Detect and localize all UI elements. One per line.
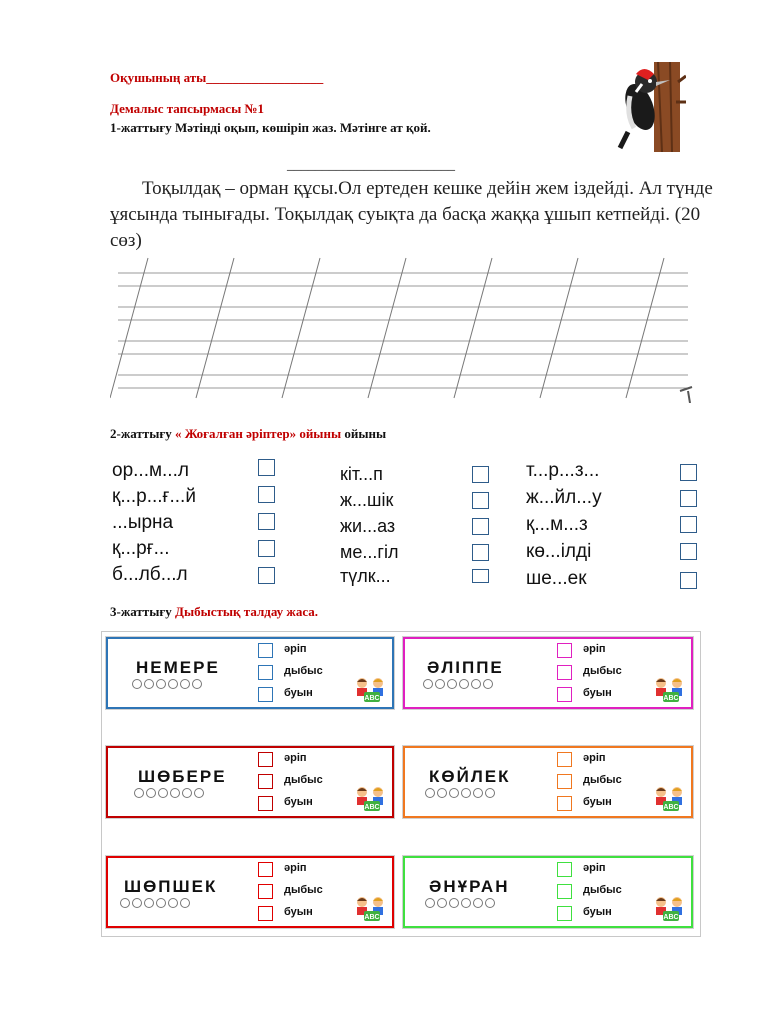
option-label: буын <box>284 687 313 699</box>
sound-circle[interactable] <box>449 788 459 798</box>
sound-circle[interactable] <box>134 788 144 798</box>
sound-circle[interactable] <box>425 788 435 798</box>
analysis-word: КӨЙЛЕК <box>429 767 511 786</box>
sound-circles <box>134 788 204 798</box>
option-checkbox[interactable] <box>557 774 572 789</box>
kids-abc-icon <box>354 677 388 703</box>
student-name-label: Оқушының аты__________________ <box>110 70 324 85</box>
option-checkbox[interactable] <box>557 687 572 702</box>
sound-circle[interactable] <box>437 788 447 798</box>
game-word: б...лб...л <box>112 564 188 585</box>
sound-circle[interactable] <box>459 679 469 689</box>
svg-text:ABC: ABC <box>364 914 380 921</box>
answer-checkbox[interactable] <box>680 464 697 481</box>
kids-abc-icon <box>653 896 687 922</box>
option-checkbox[interactable] <box>258 774 273 789</box>
option-checkbox[interactable] <box>557 643 572 658</box>
svg-text:ABC: ABC <box>663 695 679 702</box>
sound-analysis-card <box>403 746 693 818</box>
game-word: кіт...п <box>340 464 383 484</box>
exercise3-label: 3-жаттығу <box>110 604 175 619</box>
answer-checkbox[interactable] <box>258 540 275 557</box>
sound-circles <box>425 898 495 908</box>
option-label: дыбыс <box>583 884 622 896</box>
sound-circle[interactable] <box>156 679 166 689</box>
answer-checkbox[interactable] <box>472 569 489 583</box>
exercise1-label: 1-жаттығу <box>110 120 172 135</box>
sound-circle[interactable] <box>144 898 154 908</box>
game-word: жи...аз <box>340 516 396 536</box>
sound-circle[interactable] <box>132 898 142 908</box>
option-checkbox[interactable] <box>258 752 273 767</box>
sound-circle[interactable] <box>473 788 483 798</box>
writing-lines[interactable] <box>110 255 694 403</box>
kids-abc-icon <box>653 786 687 812</box>
answer-checkbox[interactable] <box>258 459 275 476</box>
woodpecker-image <box>600 62 686 152</box>
option-label: әріп <box>284 862 307 874</box>
sound-circle[interactable] <box>180 679 190 689</box>
analysis-word: ӘНҰРАН <box>429 877 510 896</box>
option-checkbox[interactable] <box>557 752 572 767</box>
option-label: буын <box>583 906 612 918</box>
analysis-word: ШӨПШЕК <box>124 877 218 896</box>
exercise1-heading <box>110 120 431 136</box>
sound-analysis-card <box>403 637 693 709</box>
option-checkbox[interactable] <box>258 862 273 877</box>
option-label: дыбыс <box>284 774 323 786</box>
sound-circle[interactable] <box>180 898 190 908</box>
svg-text:ABC: ABC <box>364 695 380 702</box>
answer-checkbox[interactable] <box>258 513 275 530</box>
svg-text:ABC: ABC <box>663 804 679 811</box>
sound-analysis-card <box>106 746 394 818</box>
answer-checkbox[interactable] <box>680 543 697 560</box>
answer-checkbox[interactable] <box>258 486 275 503</box>
svg-text:ABC: ABC <box>663 914 679 921</box>
exercise2-heading <box>110 426 386 442</box>
sound-circle[interactable] <box>485 898 495 908</box>
game-word: ж...йл...у <box>526 487 602 508</box>
option-label: буын <box>284 796 313 808</box>
sound-circle[interactable] <box>447 679 457 689</box>
answer-checkbox[interactable] <box>680 572 697 589</box>
answer-checkbox[interactable] <box>680 516 697 533</box>
sound-circle[interactable] <box>449 898 459 908</box>
game-word: қ...р...ғ...й <box>112 486 196 507</box>
sound-circles <box>120 898 190 908</box>
task-title: Демалыс тапсырмасы №1 <box>110 101 265 116</box>
sound-circle[interactable] <box>168 898 178 908</box>
sound-circles <box>132 679 202 689</box>
option-checkbox[interactable] <box>258 665 273 680</box>
option-label: буын <box>583 687 612 699</box>
option-label: әріп <box>284 752 307 764</box>
game-word: түлк... <box>340 566 391 586</box>
sound-circle[interactable] <box>194 788 204 798</box>
sound-circle[interactable] <box>146 788 156 798</box>
sound-circle[interactable] <box>158 788 168 798</box>
option-checkbox[interactable] <box>258 884 273 899</box>
exercise1-instruction: Мәтінді оқып, көшіріп жаз. Мәтінге ат қой. <box>171 120 431 135</box>
title-blank: ________________________ <box>287 158 455 173</box>
game-word: кө...ілді <box>526 541 592 562</box>
sound-circle[interactable] <box>435 679 445 689</box>
sound-analysis-card <box>106 856 394 928</box>
sound-circle[interactable] <box>144 679 154 689</box>
option-checkbox[interactable] <box>258 643 273 658</box>
option-label: буын <box>284 906 313 918</box>
option-checkbox[interactable] <box>557 884 572 899</box>
option-checkbox[interactable] <box>258 906 273 921</box>
exercise2-title: « Жоғалған әріптер» ойыны <box>175 426 342 441</box>
sound-circles <box>423 679 493 689</box>
game-word: ме...гіл <box>340 542 399 562</box>
sound-circle[interactable] <box>168 679 178 689</box>
kids-abc-icon <box>653 677 687 703</box>
option-label: буын <box>583 796 612 808</box>
option-label: дыбыс <box>284 884 323 896</box>
option-label: дыбыс <box>583 665 622 677</box>
analysis-word: НЕМЕРЕ <box>136 658 220 677</box>
option-checkbox[interactable] <box>557 796 572 811</box>
sound-circle[interactable] <box>483 679 493 689</box>
option-checkbox[interactable] <box>557 862 572 877</box>
game-word: ж...шік <box>340 490 394 510</box>
sound-circle[interactable] <box>461 788 471 798</box>
svg-text:ABC: ABC <box>364 804 380 811</box>
game-word: ше...ек <box>526 568 587 589</box>
answer-checkbox[interactable] <box>472 518 489 535</box>
sound-circle[interactable] <box>192 679 202 689</box>
answer-checkbox[interactable] <box>472 466 489 483</box>
option-label: әріп <box>583 643 606 655</box>
option-label: әріп <box>284 643 307 655</box>
answer-checkbox[interactable] <box>472 492 489 509</box>
answer-checkbox[interactable] <box>258 567 275 584</box>
option-checkbox[interactable] <box>557 906 572 921</box>
sound-circles <box>425 788 495 798</box>
option-label: әріп <box>583 752 606 764</box>
exercise3-title: Дыбыстық талдау жаса. <box>175 604 319 619</box>
analysis-word: ӘЛІППЕ <box>427 658 504 677</box>
option-label: дыбыс <box>583 774 622 786</box>
sound-circle[interactable] <box>156 898 166 908</box>
game-word: т...р...з... <box>526 460 600 481</box>
exercise2-label: 2-жаттығу <box>110 426 175 441</box>
sound-circle[interactable] <box>437 898 447 908</box>
sound-circle[interactable] <box>461 898 471 908</box>
game-word: ...ырна <box>112 512 174 533</box>
analysis-word: ШӨБЕРЕ <box>138 767 227 786</box>
game-word: ор...м...л <box>112 460 189 481</box>
sound-circle[interactable] <box>182 788 192 798</box>
option-checkbox[interactable] <box>258 687 273 702</box>
kids-abc-icon <box>354 786 388 812</box>
option-checkbox[interactable] <box>258 796 273 811</box>
game-word: қ...рғ... <box>112 538 170 559</box>
exercise3-heading <box>110 604 318 620</box>
exercise2-suffix: ойыны <box>341 426 387 441</box>
sound-analysis-card <box>106 637 394 709</box>
exercise1-text: Тоқылдақ – орман құсы.Ол ертеден кешке дейін жем іздейді. Ал түнде ұясында тынығады. Тоқылдақ суықта да басқа жаққа ұшып кетпейді. (20 сөз) <box>110 178 713 251</box>
sound-circle[interactable] <box>170 788 180 798</box>
sound-circle[interactable] <box>471 679 481 689</box>
sound-circle[interactable] <box>120 898 130 908</box>
answer-checkbox[interactable] <box>680 490 697 507</box>
game-word: қ...м...з <box>526 514 588 535</box>
option-label: әріп <box>583 862 606 874</box>
kids-abc-icon <box>354 896 388 922</box>
sound-circle[interactable] <box>473 898 483 908</box>
sound-circle[interactable] <box>425 898 435 908</box>
sound-circle[interactable] <box>423 679 433 689</box>
sound-circle[interactable] <box>132 679 142 689</box>
sound-circle[interactable] <box>485 788 495 798</box>
answer-checkbox[interactable] <box>472 544 489 561</box>
option-checkbox[interactable] <box>557 665 572 680</box>
sound-analysis-card <box>403 856 693 928</box>
option-label: дыбыс <box>284 665 323 677</box>
